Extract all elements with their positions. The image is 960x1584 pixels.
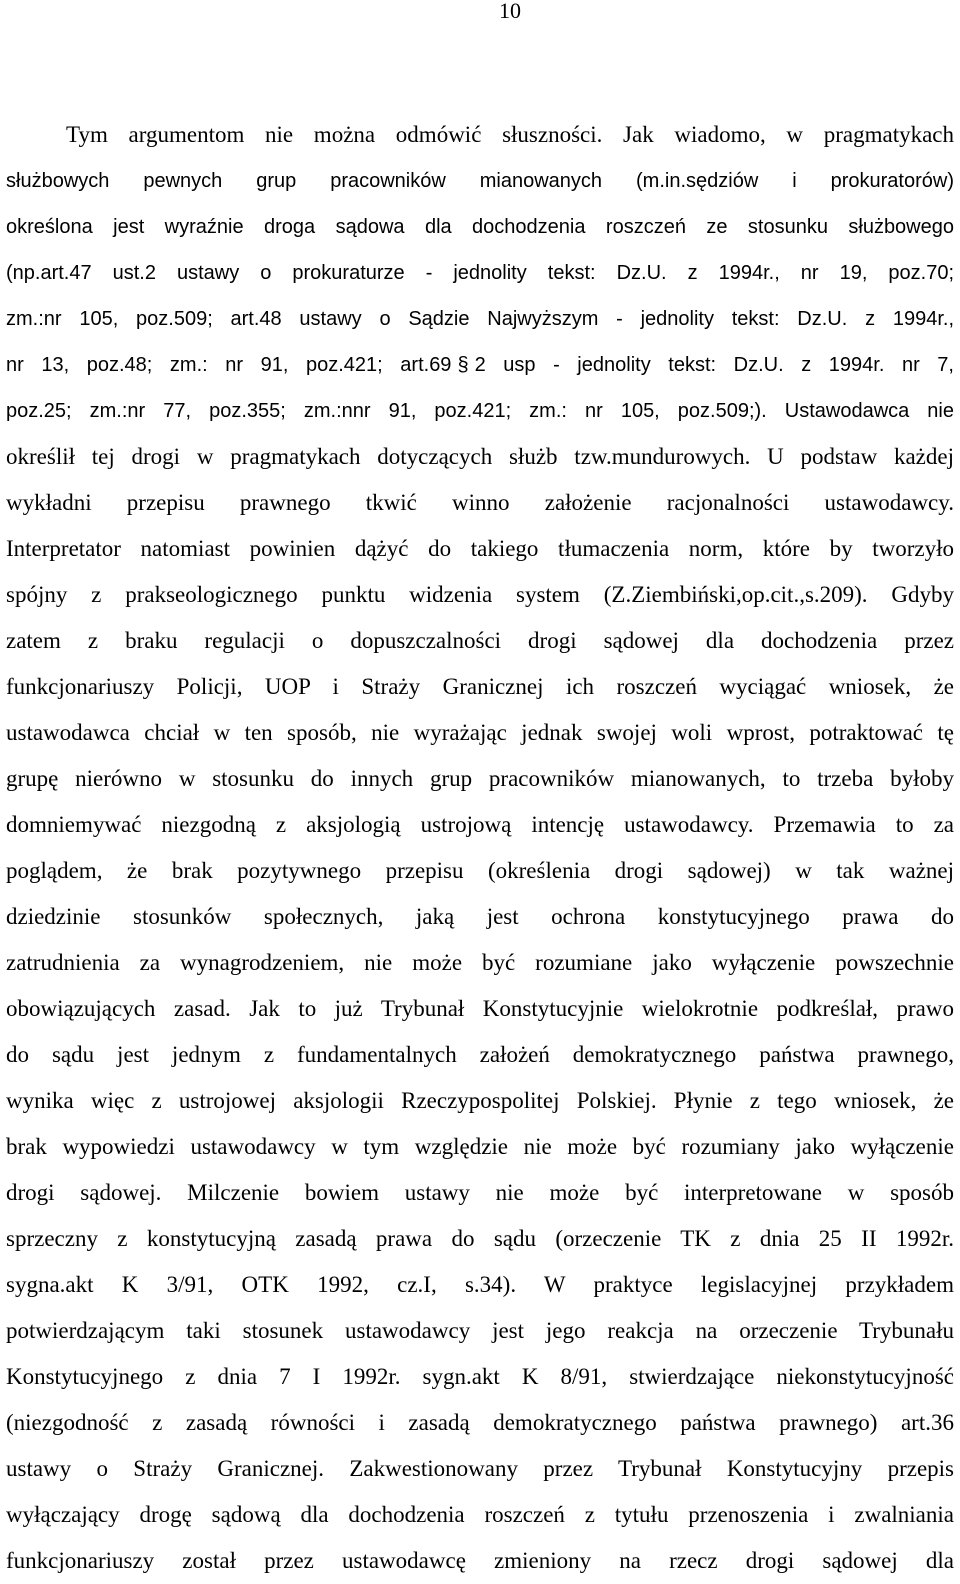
text-line: Konstytucyjnego z dnia 7 I 1992r. sygn.akt K 8/91, stwierdzające niekonstytucyjność <box>6 1364 954 1389</box>
page-number: 10 <box>499 0 521 23</box>
text-line: (niezgodność z zasadą równości i zasadą demokratycznego państwa prawnego) art.36 <box>6 1410 954 1435</box>
text-line: wynika więc z ustrojowej aksjologii Rzeczypospolitej Polskiej. Płynie z tego wniosek, że <box>6 1088 954 1113</box>
text-segment: 2 usp - jednolity tekst: Dz.U. z 1994r. nr 7, <box>474 354 954 376</box>
text-line <box>6 342 954 388</box>
text-line: sprzeczny z konstytucyjną zasadą prawa do sądu (orzeczenie TK z dnia 25 II 1992r. <box>6 1226 954 1251</box>
text-line: ustawy o Straży Granicznej. Zakwestionowany przez Trybunał Konstytucyjny przepis <box>6 1456 954 1481</box>
text-line: wyłączający drogę sądową dla dochodzenia roszczeń z tytułu przenoszenia i zwalniania <box>6 1502 954 1527</box>
text-line: zatrudnienia za wynagrodzeniem, nie może być rozumiane jako wyłączenie powszechnie <box>6 950 954 975</box>
text-line: Tym argumentom nie można odmówić słuszności. Jak wiadomo, w pragmatykach <box>66 122 954 147</box>
text-line: grupę nierówno w stosunku do innych grup pracowników mianowanych, to trzeba byłoby <box>6 766 954 791</box>
text-line: Interpretator natomiast powinien dążyć do takiego tłumaczenia norm, które by tworzyło <box>6 536 954 561</box>
text-line: (np.art.47 ust.2 ustawy o prokuraturze - jednolity tekst: Dz.U. z 1994r., nr 19, poz.70; <box>6 262 954 284</box>
text-line: funkcjonariuszy został przez ustawodawcę zmieniony na rzecz drogi sądowej dla <box>6 1548 954 1573</box>
text-line: służbowych pewnych grup pracowników mianowanych (m.in.sędziów i prokuratorów) <box>6 170 954 192</box>
text-line: określona jest wyraźnie droga sądowa dla dochodzenia roszczeń ze stosunku służbowego <box>6 216 954 238</box>
text-line: sygna.akt K 3/91, OTK 1992, cz.I, s.34). W praktyce legislacyjnej przykładem <box>6 1272 954 1297</box>
text-line: zatem z braku regulacji o dopuszczalności drogi sądowej dla dochodzenia przez <box>6 628 954 653</box>
text-line: obowiązujących zasad. Jak to już Trybunał Konstytucyjnie wielokrotnie podkreślał, prawo <box>6 996 954 1021</box>
text-line: spójny z prakseologicznego punktu widzenia system (Z.Ziembiński,op.cit.,s.209). Gdyby <box>6 582 954 607</box>
text-line: wykładni przepisu prawnego tkwić winno założenie racjonalności ustawodawcy. <box>6 490 954 515</box>
text-line: zm.:nr 105, poz.509; art.48 ustawy o Sądzie Najwyższym - jednolity tekst: Dz.U. z 1994r., <box>6 308 954 330</box>
body-text <box>6 112 954 1584</box>
text-line: funkcjonariuszy Policji, UOP i Straży Granicznej ich roszczeń wyciągać wniosek, że <box>6 674 954 699</box>
section-sign: § <box>457 354 469 376</box>
text-line: do sądu jest jednym z fundamentalnych założeń demokratycznego państwa prawnego, <box>6 1042 954 1067</box>
text-segment: nr 13, poz.48; zm.: nr 91, poz.421; art.69 <box>6 354 452 376</box>
text-line: drogi sądowej. Milczenie bowiem ustawy nie może być interpretowane w sposób <box>6 1180 954 1205</box>
text-line: ustawodawca chciał w ten sposób, nie wyrażając jednak swojej woli wprost, potraktować tę <box>6 720 954 745</box>
text-line: określił tej drogi w pragmatykach dotyczących służb tzw.mundurowych. U podstaw każdej <box>6 444 954 469</box>
text-line: poz.25; zm.:nr 77, poz.355; zm.:nnr 91, poz.421; zm.: nr 105, poz.509;). Ustawodawca nie <box>6 400 954 422</box>
text-line: domniemywać niezgodną z aksjologią ustrojową intencję ustawodawcy. Przemawia to za <box>6 812 954 837</box>
text-line: dziedzinie stosunków społecznych, jaką jest ochrona konstytucyjnego prawa do <box>6 904 954 929</box>
text-line: brak wypowiedzi ustawodawcy w tym względzie nie może być rozumiany jako wyłączenie <box>6 1134 954 1159</box>
text-line: potwierdzającym taki stosunek ustawodawcy jest jego reakcja na orzeczenie Trybunału <box>6 1318 954 1343</box>
text-line: poglądem, że brak pozytywnego przepisu (określenia drogi sądowej) w tak ważnej <box>6 858 954 883</box>
